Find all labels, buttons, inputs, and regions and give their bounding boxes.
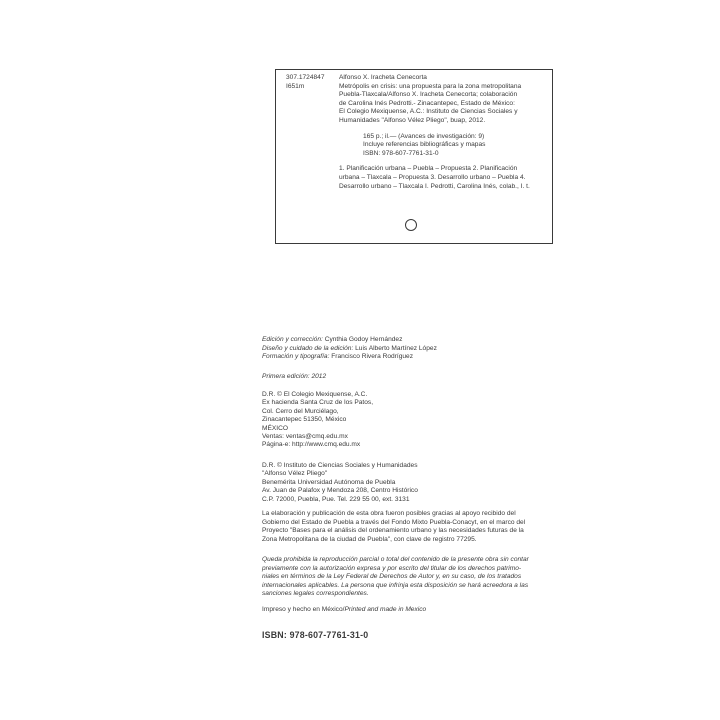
catalog-author: Alfonso X. Iracheta Cenecorta	[339, 74, 427, 81]
credit-value: Francisco Rivera Rodríguez	[331, 353, 414, 361]
paragraph-line: Gobierno del Estado de Puebla a través del Fondo Mixto Puebla-Conacyt, en el marco del	[262, 518, 526, 526]
address-line: "Alfonso Vélez Pliego"	[262, 470, 328, 478]
publisher-address-2	[262, 462, 418, 504]
address-line: C.P. 72000, Puebla, Pue. Tel. 229 55 00, ext. 3131	[262, 495, 410, 503]
address-line: MÉXICO	[262, 424, 289, 432]
credit-label: Edición y corrección:	[262, 336, 323, 343]
credit-edition	[262, 336, 437, 345]
credit-value: Luis Alberto Martínez López	[355, 344, 437, 352]
catalog-entry	[339, 74, 549, 191]
address-line: Benemérita Universidad Autónoma de Puebla	[262, 478, 396, 486]
legal-line: sanciones legales correspondientes.	[262, 590, 369, 598]
legal-notice	[262, 556, 529, 599]
legal-line: internacionales aplicables. La persona que infrinja esta disposición se hará acreedora a las	[262, 581, 529, 589]
legal-line: niales en términos de la Ley Federal de Derechos de Autor y, en su caso, de los tratados	[262, 573, 522, 581]
address-line: D.R. © Instituto de Ciencias Sociales y Humanidades	[262, 462, 418, 469]
isbn: ISBN: 978-607-7761-31-0	[262, 630, 369, 640]
call-number-line: I651m	[286, 82, 305, 90]
call-number-line: 307.1724847	[286, 74, 325, 81]
credit-design	[262, 345, 437, 354]
catalog-title-line: El Colegio Mexiquense, A.C.: Instituto de Ciencias Sociales y	[339, 108, 518, 116]
catalog-title-line: Puebla-Tlaxcala/Alfonso X. Iracheta Cenecorta; colaboración	[339, 91, 518, 99]
legal-line: Queda prohibida la reproducción parcial o total del contenido de la presente obra sin contar	[262, 556, 529, 563]
credits	[262, 336, 437, 362]
physical-line: Incluye referencias bibliográficas y mapas	[363, 141, 486, 149]
first-edition: Primera edición: 2012	[262, 373, 327, 380]
legal-line: previamente con la autorización expresa y por escrito del titular de los derechos patrimo-	[262, 564, 522, 572]
address-line: D.R. © El Colegio Mexiquense, A.C.	[262, 391, 368, 398]
subject-line: Desarrollo urbano – Tlaxcala I. Pedrotti, Carolina Inés, colab., I. t.	[339, 182, 530, 190]
credit-label: Formación y tipografía:	[262, 353, 330, 361]
printed-es: Impreso y hecho en México/	[262, 606, 345, 613]
catalog-title-line: Humanidades "Alfonso Vélez Pliego", buap, 2012.	[339, 116, 486, 124]
publisher-address-1	[262, 391, 373, 450]
address-line: Página-e: http://www.cmq.edu.mx	[262, 441, 361, 449]
credit-value: Cynthia Godoy Hernández	[324, 336, 403, 343]
physical-line: ISBN: 978-607-7761-31-0	[363, 149, 439, 157]
credit-label: Diseño y cuidado de la edición:	[262, 344, 354, 352]
catalog-card	[275, 69, 553, 244]
funding-paragraph	[262, 510, 544, 544]
address-line: Av. Juan de Palafox y Mendoza 208, Centro Histórico	[262, 487, 418, 495]
address-line: Ex hacienda Santa Cruz de los Patos,	[262, 399, 374, 407]
printed-en: Printed and made in Mexico	[344, 606, 427, 613]
card-hole-circle	[405, 219, 417, 231]
subject-line: 1. Planificación urbana – Puebla – Propuesta 2. Planificación	[339, 165, 518, 173]
credit-typography	[262, 353, 437, 362]
catalog-title-line: Metrópolis en crisis: una propuesta para la zona metropolitana	[339, 82, 522, 90]
paragraph-line: La elaboración y publicación de esta obra fueron posibles gracias al apoyo recibido del	[262, 510, 516, 517]
call-number	[286, 74, 338, 91]
paragraph-line: Zona Metropolitana de la ciudad de Puebla", con clave de registro 77295.	[262, 535, 477, 543]
catalog-title-line: de Carolina Inés Pedrotti.- Zinacantepec, Estado de México:	[339, 99, 515, 107]
address-line: Col. Cerro del Murciélago,	[262, 407, 339, 415]
subject-line: urbana – Tlaxcala – Propuesta 3. Desarrollo urbano – Puebla 4.	[339, 173, 526, 181]
address-line: Zinacantepec 51350, México	[262, 416, 347, 424]
catalog-subjects	[339, 165, 549, 191]
paragraph-line: Proyecto "Bases para el análisis del ordenamiento urbano y las necesidades futuras de la	[262, 527, 524, 535]
physical-line: 165 p.; il.— (Avances de investigación: 9)	[363, 132, 485, 140]
address-line: Ventas: ventas@cmq.edu.mx	[262, 433, 348, 441]
printed-in	[262, 606, 426, 614]
catalog-physical-description	[363, 133, 549, 159]
